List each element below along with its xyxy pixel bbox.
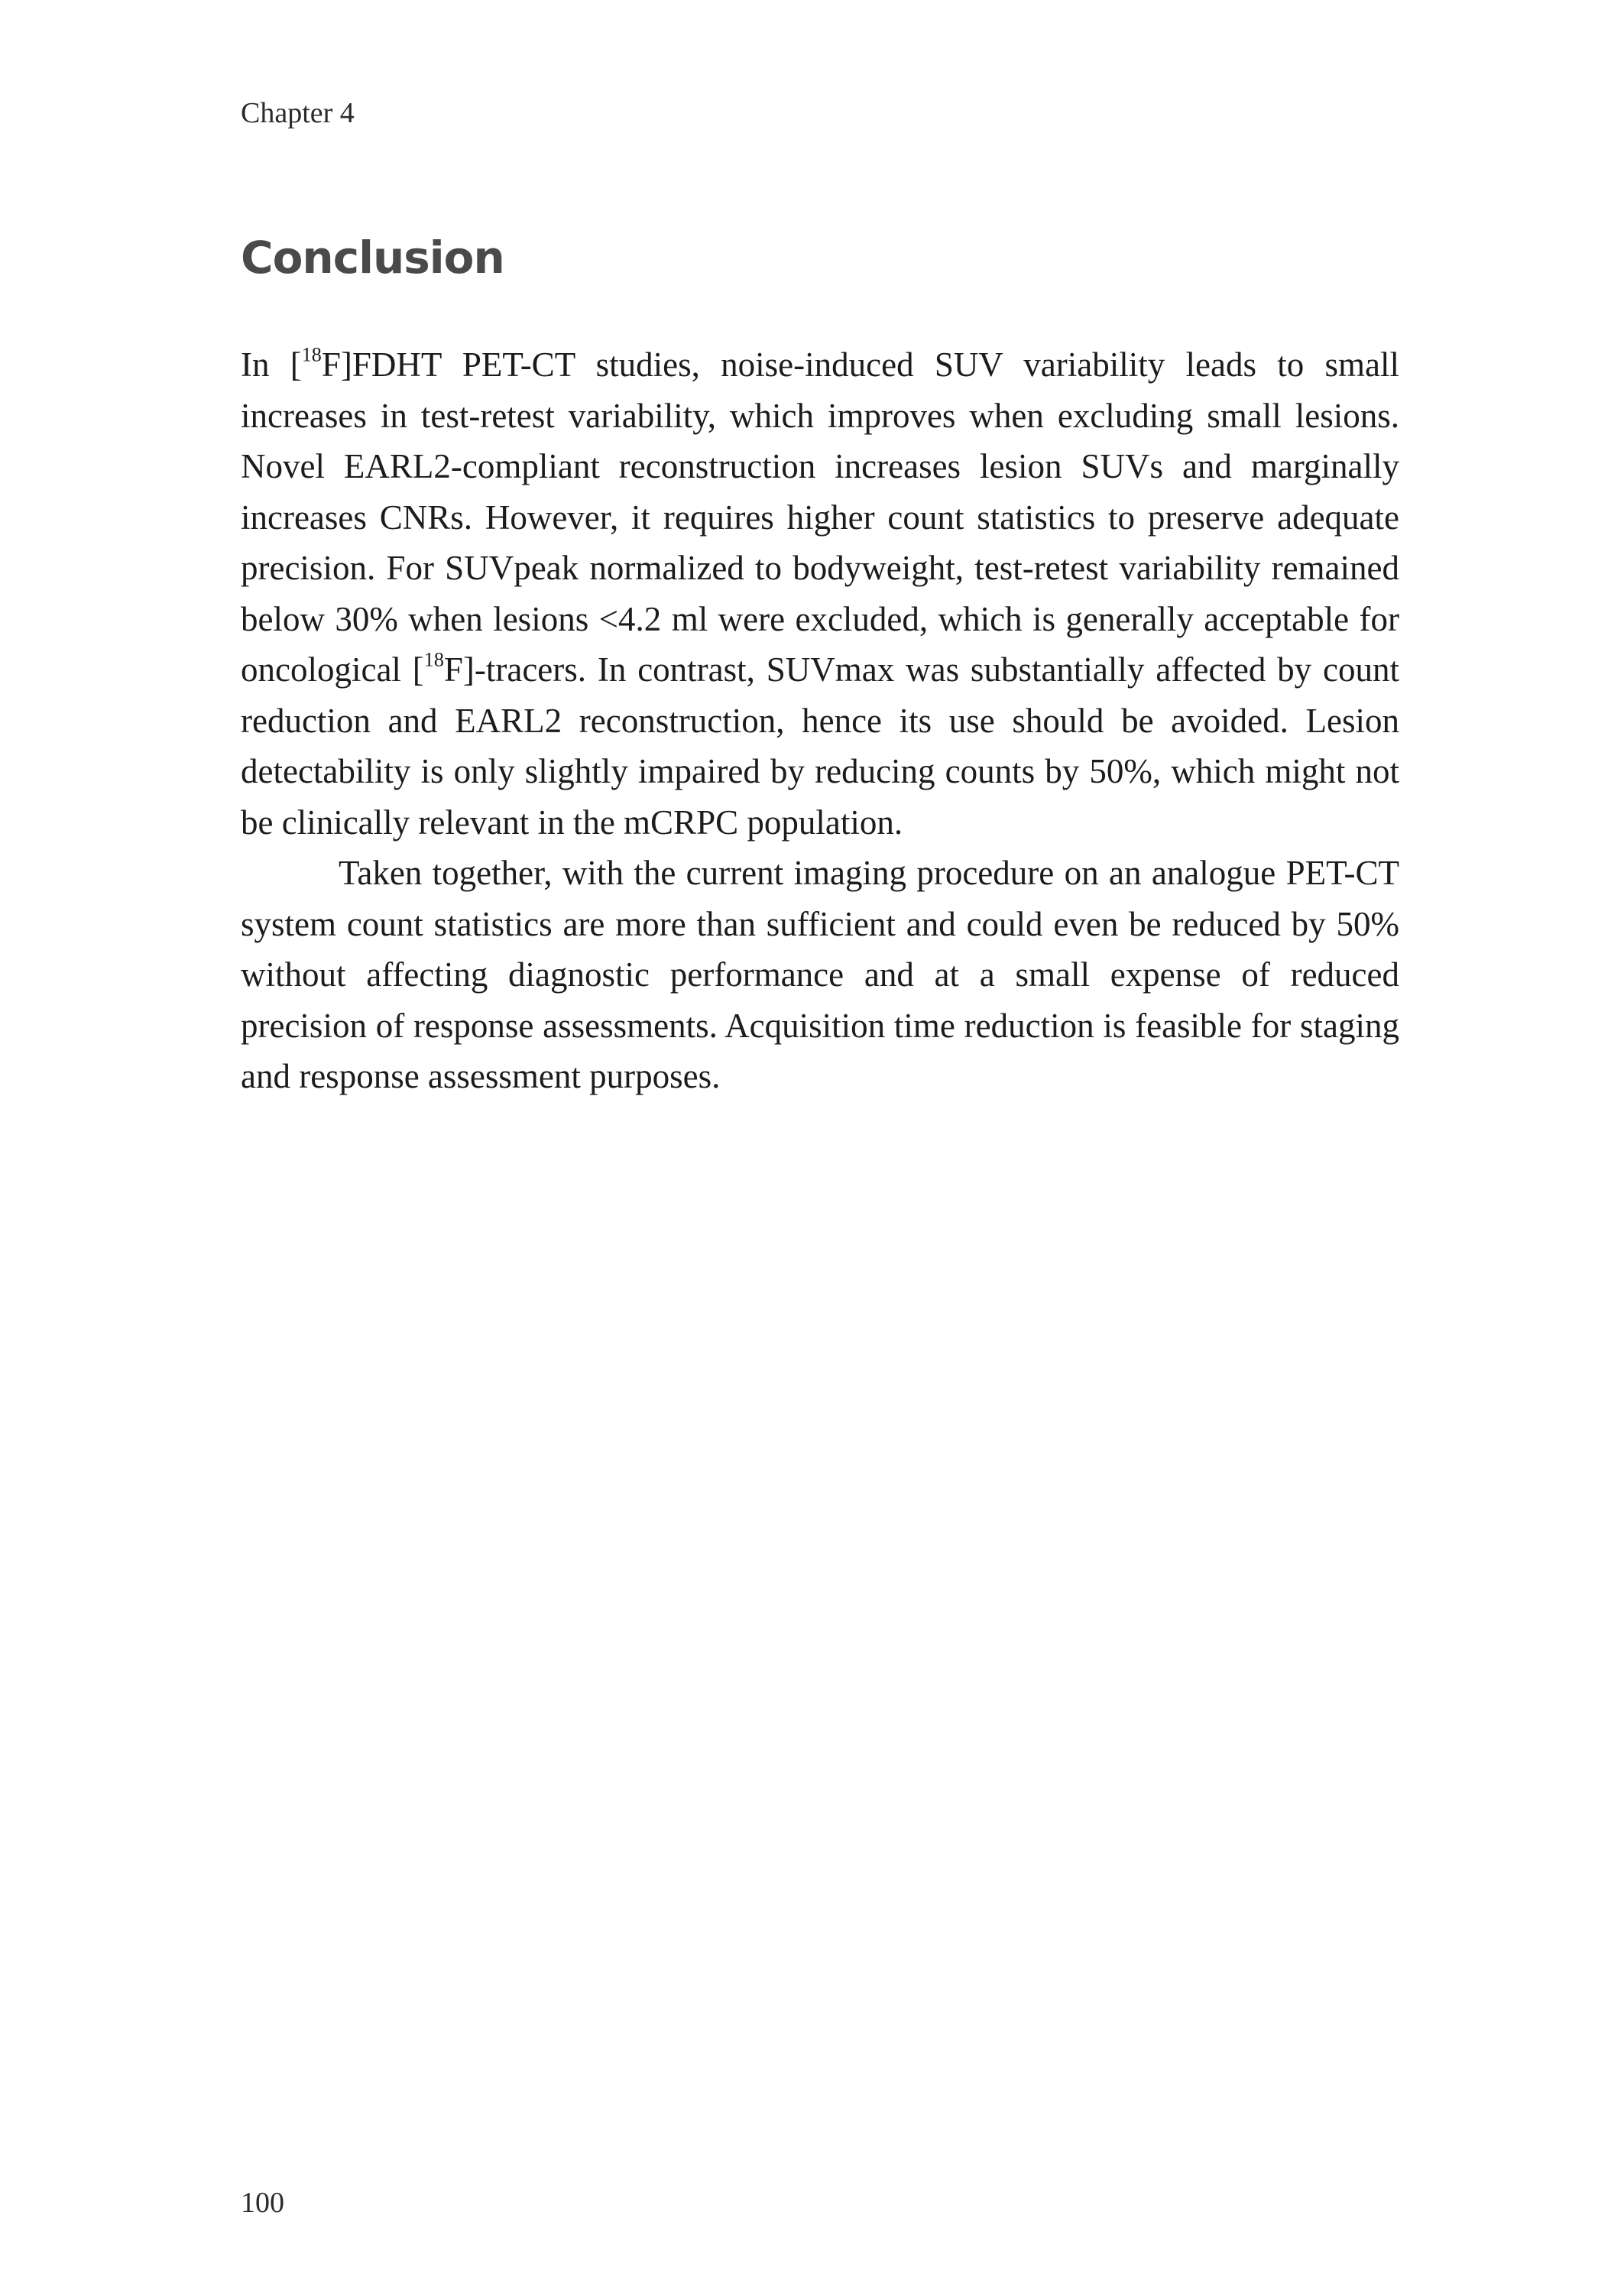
page-number: 100 [241,2187,284,2219]
body-text [241,339,1399,1102]
isotope-superscript: 18 [423,648,444,671]
running-header: Chapter 4 [241,97,355,129]
isotope-superscript: 18 [301,343,322,366]
paragraph-1-part-a: In [ [241,345,302,384]
paragraph-1-part-c: F]-tracers. In contrast, SUVmax was substantially affected by count reduction and EARL2 reconstruction, hence its use should be avoided. Lesion detectability is only slightly impaired by reducing counts by 50%, which might not be clinically relevant in the mCRPC population. [241,650,1399,842]
paragraph-1 [241,339,1399,848]
paragraph-1-part-b: F]FDHT PET-CT studies, noise-induced SUV variability leads to small increases in test-retest variability, which improves when excluding small lesions. Novel EARL2-compliant reconstruction increases lesion SUVs and marginally increases CNRs. However, it requires higher count statistics to preserve adequate precision. For SUVpeak normalized to bodyweight, test-retest variability remained below 30% when lesions <4.2 ml were excluded, which is generally acceptable for oncological [ [241,345,1399,689]
paragraph-2: Taken together, with the current imaging procedure on an analogue PET-CT system count statistics are more than sufficient and could even be reduced by 50% without affecting diagnostic performance and at a small expense of reduced precision of response assessments. Acquisition time reduction is feasible for staging and response assessment purposes. [241,854,1399,1095]
section-title: Conclusion [241,232,504,284]
